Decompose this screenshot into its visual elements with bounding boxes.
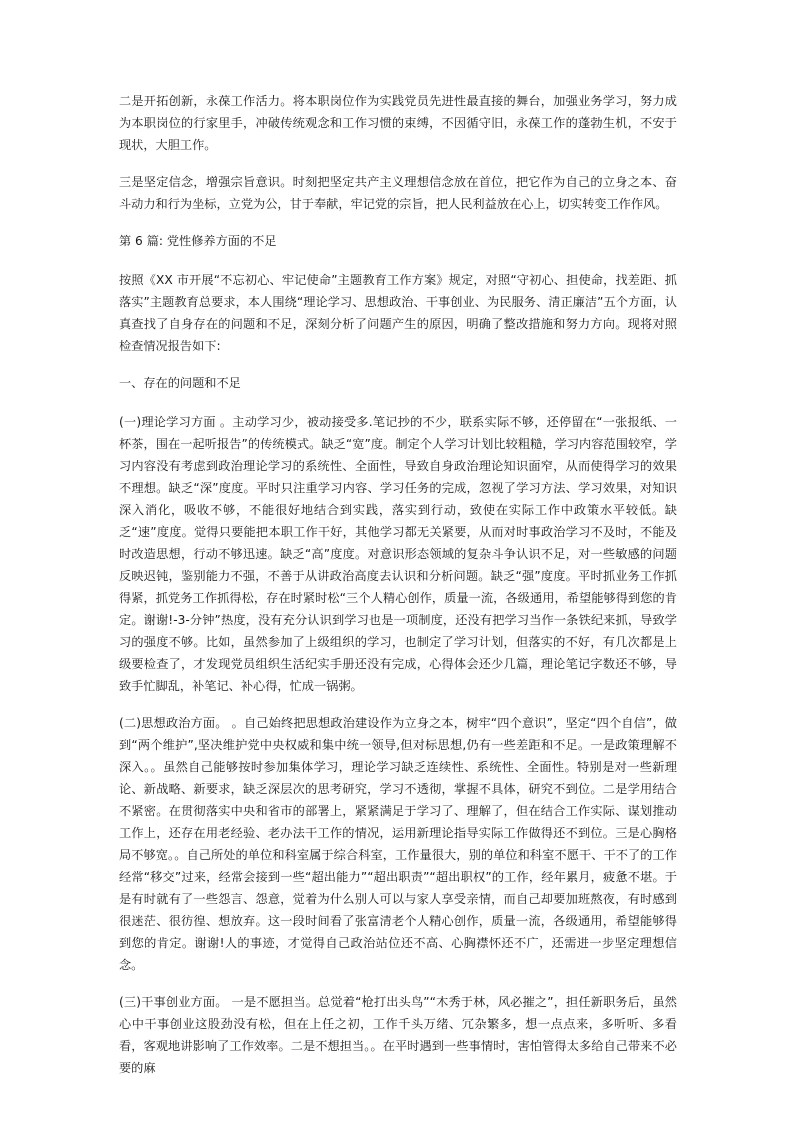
paragraph-entrepreneurship: (三)干事创业方面。 一是不愿担当。总觉着“枪打出头鸟”“木秀于林，风必摧之”，担任新职务后，虽然心中干事创业这股劲没有松，但在上任之初，工作千头万绪、冗杂繁多，想一点点来，多听听、多看看，客观地讲影响了工作效率。二是不想担当。。在平时遇到一些事情时，害怕管得太多给自己带来不必要的麻 [119, 995, 677, 1075]
paragraph-faith: 三是坚定信念，增强宗旨意识。时刻把坚定共产主义理想信念放在首位，把它作为自己的立身之本、奋斗动力和行为坐标，立党为公，甘于奉献，牢记党的宗旨，把人民利益放在心上，切实转变工作作风。 [119, 175, 677, 211]
document-page [119, 90, 677, 1094]
paragraph-intro: 按照《XX 市开展“不忘初心、牢记使命”主题教育工作方案》规定，对照“守初心、担使命，找差距、抓落实”主题教育总要求，本人围绕“理论学习、思想政治、干事创业、为民服务、清正廉洁”五个方面，认真查找了自身存在的问题和不足，深刻分析了问题产生的原因，明确了整改措施和努力方向。现将对照检查情况报告如下: [119, 273, 677, 353]
paragraph-innovation: 二是开拓创新，永葆工作活力。将本职岗位作为实践党员先进性最直接的舞台，加强业务学习，努力成为本职岗位的行家里手，冲破传统观念和工作习惯的束缚，不因循守旧，永葆工作的蓬勃生机，不安于现状，大胆工作。 [119, 94, 677, 152]
subsection-heading: 一、存在的问题和不足 [119, 376, 241, 390]
paragraph-political-thought: (二)思想政治方面。 。自己始终把思想政治建设作为立身之本，树牢“四个意识”，坚定“四个自信”，做到“两个维护”,坚决维护党中央权威和集中统一领导,但对标思想,仍有一些差距和不足。一是政策理解不深入。。虽然自己能够按时参加集体学习，理论学习缺乏连续性、系统性、全面性。特别是对一些新理论、新战略、新要求，缺乏深层次的思考研究，学习不透彻，掌握不具体，研究不到位。二是学用结合不紧密。在贯彻落实中央和省市的部署上，紧紧满足于学习了、理解了，但在结合工作实际、谋划推动工作上，还存在用老经验、老办法干工作的情况，运用新理论指导实际工作做得还不到位。三是心胸格局不够宽。。自己所处的单位和科室属于综合科室，工作量很大，别的单位和科室不愿干、干不了的工作经常“移交”过来，经常会接到一些“超出能力”“超出职责”“超出职权”的工作，经年累月，疲惫不堪。于是有时就有了一些怨言、怨意，觉着为什么别人可以与家人享受亲情，而自己却要加班熬夜，有时感到很迷茫、很彷徨、想放弃。这一段时间看了张富清老个人精心创作，质量一流，各级通用，希望能够得到您的肯定。谢谢!人的事迹，才觉得自己政治站位还不高、心胸襟怀还不广，还需进一步坚定理想信念。 [119, 716, 677, 972]
paragraph-theory-study: (一)理论学习方面 。主动学习少，被动接受多.笔记抄的不少，联系实际不够，还停留在“一张报纸、一杯茶，围在一起听报告”的传统模式。缺乏“宽”度。制定个人学习计划比较粗糙，学习内容范围较窄，学习内容没有考虑到政治理论学习的系统性、全面性，导致自身政治理论知识面窄，从而使得学习的效果不理想。缺乏“深”度度。平时只注重学习内容、学习任务的完成，忽视了学习方法、学习效果，对知识深入消化，吸收不够，不能很好地结合到实践，落实到行动，致使在实际工作中政策水平较低。缺乏“速”度度。觉得只要能把本职工作干好，其他学习都无关紧要，从而对时事政治学习不及时，不能及时改造思想，行动不够迅速。缺乏“高”度度。对意识形态领域的复杂斗争认识不足，对一些敏感的问题反映迟钝，鉴别能力不强，不善于从讲政治高度去认识和分析问题。缺乏“强”度度。平时抓业务工作抓得紧，抓党务工作抓得松，存在时紧时松“三个人精心创作，质量一流，各级通用，希望能够得到您的肯定。谢谢!-3-分钟”热度，没有充分认识到学习也是一项制度，还没有把学习当作一条铁纪来抓，导致学习的强度不够。比如，虽然参加了上级组织的学习，也制定了学习计划，但落实的不好，有几次都是上级要检查了，才发现党员组织生活纪实手册还没有完成，心得体会还少几篇，理论笔记字数还不够，导致手忙脚乱，补笔记、补心得，忙成一锅粥。 [119, 415, 677, 693]
section-title: 第 6 篇: 党性修养方面的不足 [119, 234, 277, 248]
